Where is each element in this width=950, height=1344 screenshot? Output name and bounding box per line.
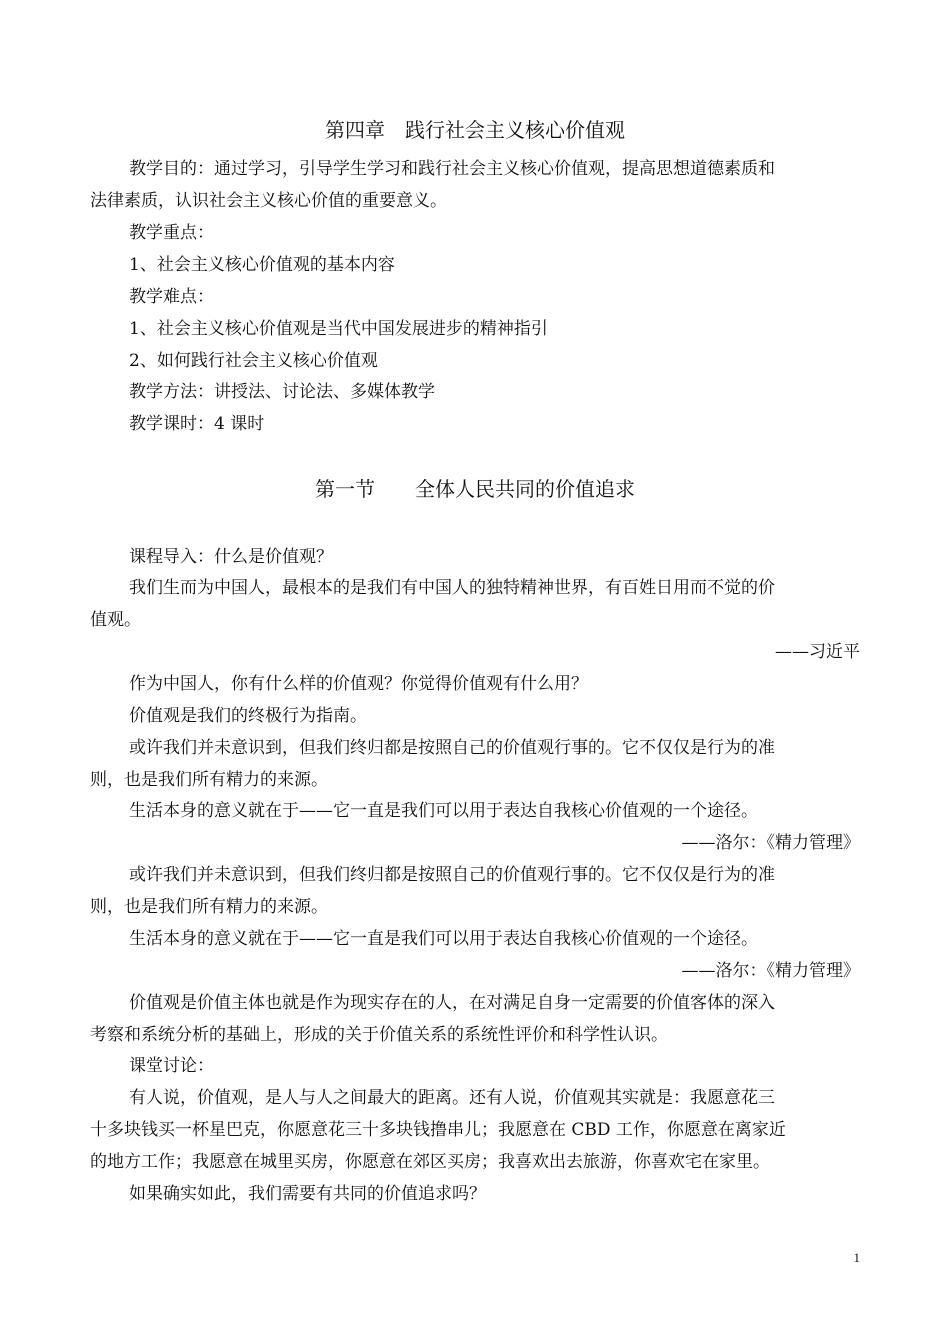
discussion-line-1: 有人说，价值观，是人与人之间最大的距离。还有人说，价值观其实就是：我愿意花三 (129, 1088, 775, 1108)
quote-1-line-1: 我们生而为中国人，最根本的是我们有中国人的独特精神世界，有百姓日用而不觉的价 (129, 578, 775, 598)
paragraph-2: 生活本身的意义就在于——它一直是我们可以用于表达自我核心价值观的一个途径。 (129, 801, 758, 821)
section-title: 第一节 全体人民共同的价值追求 (315, 477, 635, 501)
key-points-label: 教学重点： (129, 223, 214, 243)
definition-line-2: 考察和系统分析的基础上，形成的关于价值关系的系统性评价和科学性认识。 (90, 1025, 668, 1045)
teaching-goal-line-2: 法律素质，认识社会主义核心价值的重要意义。 (90, 191, 447, 211)
attribution-2: ——洛尔：《精力管理》 (681, 833, 860, 853)
page-number: 1 (853, 1250, 860, 1265)
difficulty-1: 1、社会主义核心价值观是当代中国发展进步的精神指引 (129, 319, 548, 339)
difficulty-2: 2、如何践行社会主义核心价值观 (129, 351, 378, 371)
quote-1-attribution: ——习近平 (775, 642, 860, 662)
difficulties-label: 教学难点： (129, 287, 214, 307)
question-1: 作为中国人，你有什么样的价值观？你觉得价值观有什么用？ (129, 674, 588, 694)
teaching-methods: 教学方法：讲授法、讨论法、多媒体教学 (129, 382, 435, 402)
course-intro: 课程导入：什么是价值观？ (129, 547, 333, 567)
teaching-hours: 教学课时：4 课时 (129, 414, 265, 434)
attribution-3: ——洛尔：《精力管理》 (681, 961, 860, 981)
discussion-line-2: 十多块钱买一杯星巴克，你愿意花三十多块钱撸串儿；我愿意在 CBD 工作，你愿意在离家近 (90, 1120, 786, 1140)
paragraph-4: 生活本身的意义就在于——它一直是我们可以用于表达自我核心价值观的一个途径。 (129, 929, 758, 949)
chapter-title: 第四章 践行社会主义核心价值观 (325, 118, 625, 142)
discussion-label: 课堂讨论： (129, 1056, 214, 1076)
quote-1-line-2: 值观。 (90, 610, 141, 630)
paragraph-1-line-1: 或许我们并未意识到，但我们终归都是按照自己的价值观行事的。它不仅仅是行为的准 (129, 738, 775, 758)
statement-1: 价值观是我们的终极行为指南。 (129, 706, 367, 726)
teaching-goal-line-1: 教学目的：通过学习，引导学生学习和践行社会主义核心价值观，提高思想道德素质和 (129, 159, 775, 179)
paragraph-1-line-2: 则，也是我们所有精力的来源。 (90, 770, 328, 790)
key-point-1: 1、社会主义核心价值观的基本内容 (129, 255, 395, 275)
closing-question: 如果确实如此，我们需要有共同的价值追求吗？ (129, 1184, 486, 1204)
paragraph-3-line-2: 则，也是我们所有精力的来源。 (90, 897, 328, 917)
discussion-line-3: 的地方工作；我愿意在城里买房，你愿意在郊区买房；我喜欢出去旅游，你喜欢宅在家里。 (90, 1152, 770, 1172)
definition-line-1: 价值观是价值主体也就是作为现实存在的人，在对满足自身一定需要的价值客体的深入 (129, 993, 775, 1013)
paragraph-3-line-1: 或许我们并未意识到，但我们终归都是按照自己的价值观行事的。它不仅仅是行为的准 (129, 865, 775, 885)
